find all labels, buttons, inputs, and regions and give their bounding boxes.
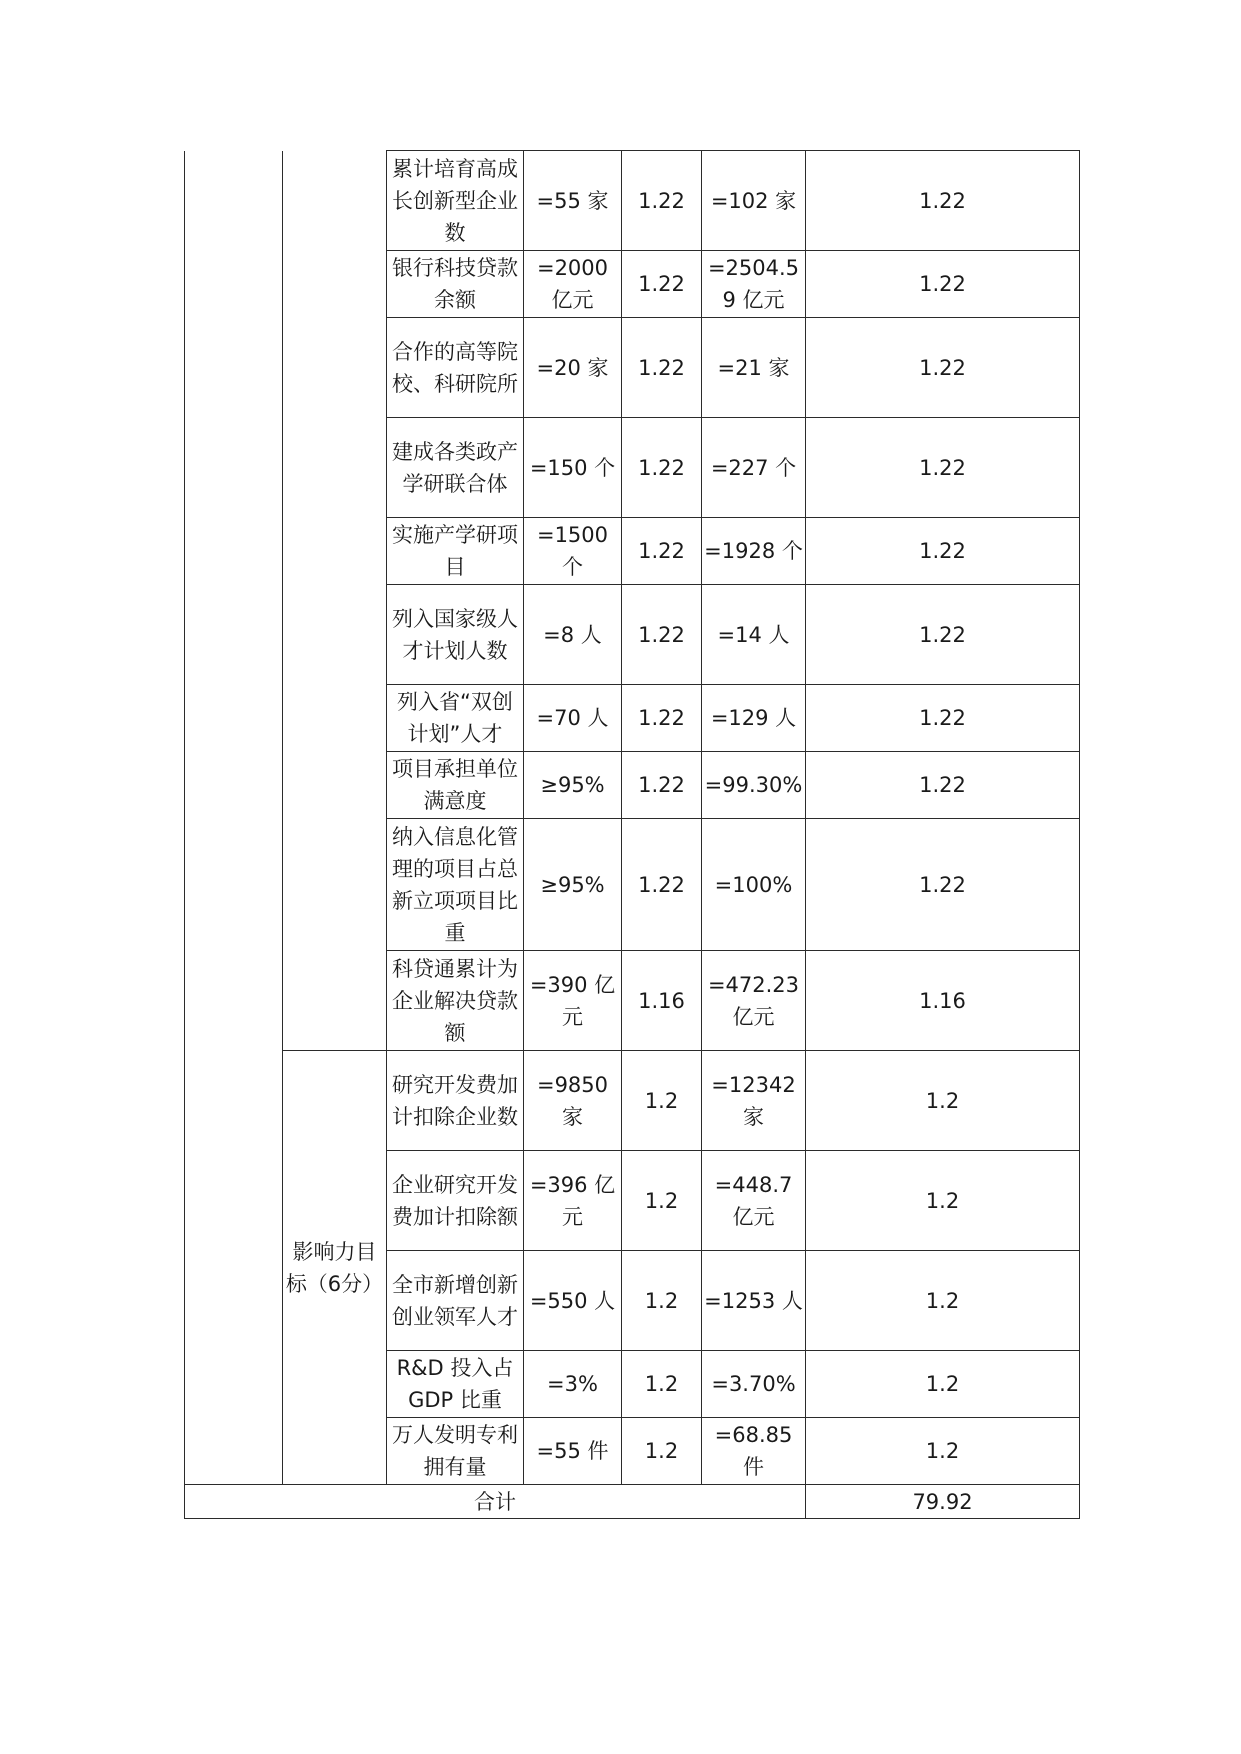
actual-cell: =227 个 bbox=[702, 418, 806, 518]
indicator-cell: 万人发明专利拥有量 bbox=[387, 1418, 524, 1485]
target-cell: ≥95% bbox=[524, 752, 622, 819]
target-cell: =390 亿元 bbox=[524, 951, 622, 1051]
indicator-cell: R&D 投入占 GDP 比重 bbox=[387, 1351, 524, 1418]
table-row bbox=[185, 151, 1080, 251]
score-cell: 1.22 bbox=[806, 518, 1080, 585]
actual-cell: =2504.59 亿元 bbox=[702, 251, 806, 318]
score-cell: 1.22 bbox=[806, 251, 1080, 318]
total-row bbox=[185, 1485, 1080, 1519]
weight-cell: 1.22 bbox=[622, 585, 702, 685]
actual-cell: =12342 家 bbox=[702, 1051, 806, 1151]
weight-cell: 1.2 bbox=[622, 1051, 702, 1151]
table-row bbox=[185, 1051, 1080, 1151]
score-cell: 1.2 bbox=[806, 1251, 1080, 1351]
actual-cell: =21 家 bbox=[702, 318, 806, 418]
indicator-cell: 科贷通累计为企业解决贷款额 bbox=[387, 951, 524, 1051]
indicator-cell: 项目承担单位满意度 bbox=[387, 752, 524, 819]
subcategory-cell bbox=[283, 151, 387, 1051]
actual-cell: =448.7 亿元 bbox=[702, 1151, 806, 1251]
target-cell: =70 人 bbox=[524, 685, 622, 752]
target-cell: =55 件 bbox=[524, 1418, 622, 1485]
indicator-cell: 纳入信息化管理的项目占总新立项项目比重 bbox=[387, 819, 524, 951]
actual-cell: =3.70% bbox=[702, 1351, 806, 1418]
target-cell: =550 人 bbox=[524, 1251, 622, 1351]
score-cell: 1.22 bbox=[806, 151, 1080, 251]
actual-cell: =472.23 亿元 bbox=[702, 951, 806, 1051]
score-cell: 1.22 bbox=[806, 819, 1080, 951]
weight-cell: 1.2 bbox=[622, 1351, 702, 1418]
target-cell: =150 个 bbox=[524, 418, 622, 518]
score-cell: 1.2 bbox=[806, 1051, 1080, 1151]
indicator-cell: 列入国家级人才计划人数 bbox=[387, 585, 524, 685]
weight-cell: 1.22 bbox=[622, 418, 702, 518]
score-cell: 1.16 bbox=[806, 951, 1080, 1051]
actual-cell: =99.30% bbox=[702, 752, 806, 819]
target-cell: =396 亿元 bbox=[524, 1151, 622, 1251]
section-label-cell: 影响力目标（6分） bbox=[283, 1051, 387, 1485]
target-cell: =1500 个 bbox=[524, 518, 622, 585]
performance-table bbox=[184, 150, 1080, 1519]
score-cell: 1.22 bbox=[806, 685, 1080, 752]
weight-cell: 1.22 bbox=[622, 685, 702, 752]
category-cell bbox=[185, 151, 283, 1485]
target-cell: =8 人 bbox=[524, 585, 622, 685]
table-body bbox=[185, 151, 1080, 1519]
score-cell: 1.22 bbox=[806, 752, 1080, 819]
indicator-cell: 全市新增创新创业领军人才 bbox=[387, 1251, 524, 1351]
actual-cell: =68.85 件 bbox=[702, 1418, 806, 1485]
weight-cell: 1.22 bbox=[622, 518, 702, 585]
indicator-cell: 研究开发费加计扣除企业数 bbox=[387, 1051, 524, 1151]
target-cell: =55 家 bbox=[524, 151, 622, 251]
total-label: 合计 bbox=[185, 1485, 806, 1519]
weight-cell: 1.16 bbox=[622, 951, 702, 1051]
indicator-cell: 建成各类政产学研联合体 bbox=[387, 418, 524, 518]
weight-cell: 1.22 bbox=[622, 752, 702, 819]
weight-cell: 1.2 bbox=[622, 1151, 702, 1251]
indicator-cell: 列入省“双创计划”人才 bbox=[387, 685, 524, 752]
weight-cell: 1.22 bbox=[622, 318, 702, 418]
indicator-cell: 银行科技贷款余额 bbox=[387, 251, 524, 318]
target-cell: =3% bbox=[524, 1351, 622, 1418]
score-cell: 1.2 bbox=[806, 1151, 1080, 1251]
weight-cell: 1.22 bbox=[622, 251, 702, 318]
weight-cell: 1.22 bbox=[622, 151, 702, 251]
weight-cell: 1.2 bbox=[622, 1251, 702, 1351]
actual-cell: =1253 人 bbox=[702, 1251, 806, 1351]
actual-cell: =100% bbox=[702, 819, 806, 951]
total-value: 79.92 bbox=[806, 1485, 1080, 1519]
weight-cell: 1.2 bbox=[622, 1418, 702, 1485]
target-cell: =2000 亿元 bbox=[524, 251, 622, 318]
indicator-cell: 累计培育高成长创新型企业数 bbox=[387, 151, 524, 251]
actual-cell: =102 家 bbox=[702, 151, 806, 251]
target-cell: =9850 家 bbox=[524, 1051, 622, 1151]
target-cell: =20 家 bbox=[524, 318, 622, 418]
score-cell: 1.22 bbox=[806, 318, 1080, 418]
actual-cell: =129 人 bbox=[702, 685, 806, 752]
score-cell: 1.2 bbox=[806, 1351, 1080, 1418]
score-cell: 1.2 bbox=[806, 1418, 1080, 1485]
target-cell: ≥95% bbox=[524, 819, 622, 951]
score-cell: 1.22 bbox=[806, 418, 1080, 518]
indicator-cell: 合作的高等院校、科研院所 bbox=[387, 318, 524, 418]
indicator-cell: 企业研究开发费加计扣除额 bbox=[387, 1151, 524, 1251]
actual-cell: =14 人 bbox=[702, 585, 806, 685]
actual-cell: =1928 个 bbox=[702, 518, 806, 585]
score-cell: 1.22 bbox=[806, 585, 1080, 685]
indicator-cell: 实施产学研项目 bbox=[387, 518, 524, 585]
weight-cell: 1.22 bbox=[622, 819, 702, 951]
